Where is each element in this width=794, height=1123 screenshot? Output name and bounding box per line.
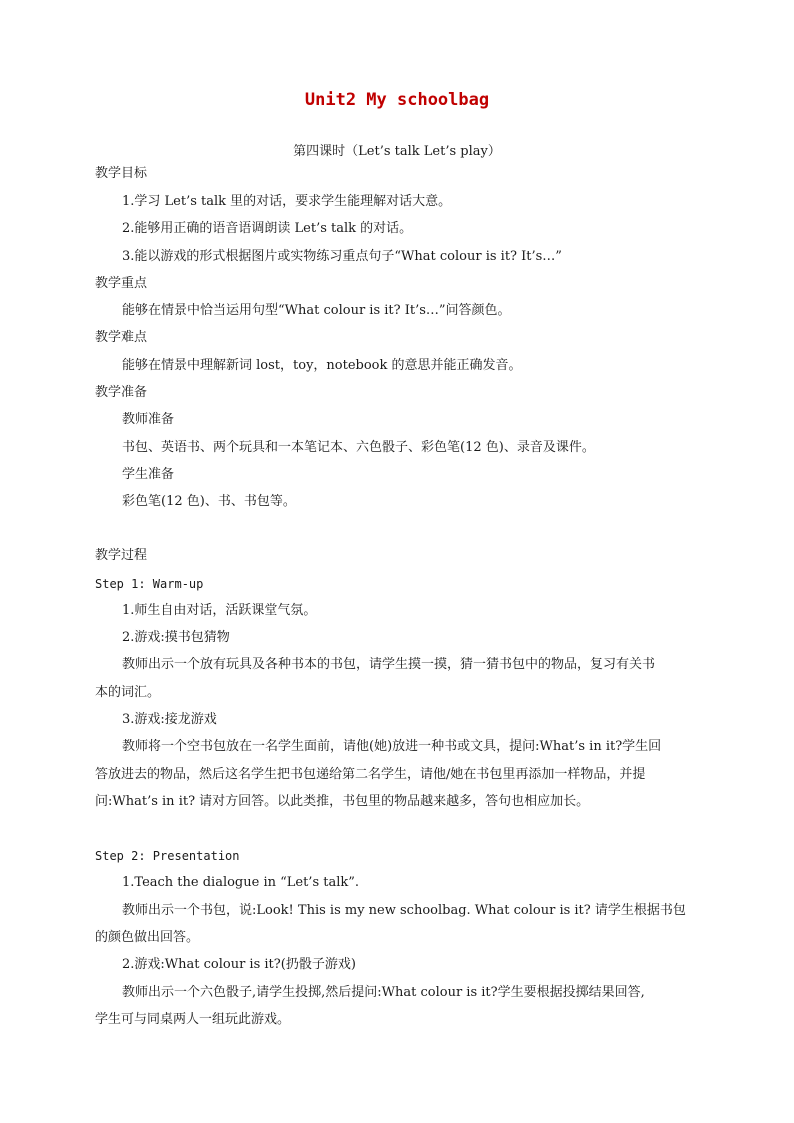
goal-item: 2.能够用正确的语音语调朗读 Let’s talk 的对话。 bbox=[122, 221, 413, 236]
step1-paragraph: 教师出示一个放有玩具及各种书本的书包，请学生摸一摸，猜一猜书包中的物品，复习有关书 bbox=[122, 657, 656, 672]
preparation-heading: 教学准备 bbox=[95, 385, 148, 400]
step1-title: Step 1: Warm-up bbox=[95, 577, 204, 591]
student-prep-label: 学生准备 bbox=[122, 467, 175, 482]
step1-paragraph: 问:What’s in it? 请对方回答。以此类推，书包里的物品越来越多，答句也相应加长。 bbox=[95, 794, 590, 809]
goal-item: 3.能以游戏的形式根据图片或实物练习重点句子“What colour is it? It’s…” bbox=[122, 249, 562, 264]
step2-paragraph: 学生可与同桌两人一组玩此游戏。 bbox=[95, 1012, 291, 1027]
goal-item: 1.学习 Let’s talk 里的对话，要求学生能理解对话大意。 bbox=[122, 194, 452, 209]
teacher-prep-text: 书包、英语书、两个玩具和一本笔记本、六色骰子、彩色笔(12 色)、录音及课件。 bbox=[122, 440, 595, 455]
step2-paragraph: 的颜色做出回答。 bbox=[95, 930, 200, 945]
step1-paragraph: 3.游戏:接龙游戏 bbox=[122, 712, 217, 727]
process-heading: 教学过程 bbox=[95, 548, 148, 563]
lesson-subtitle: 第四课时（Let’s talk Let’s play） bbox=[293, 144, 501, 159]
goals-heading: 教学目标 bbox=[95, 166, 148, 181]
step1-paragraph: 1.师生自由对话，活跃课堂气氛。 bbox=[122, 603, 317, 618]
step2-paragraph: 2.游戏:What colour is it?(扔骰子游戏) bbox=[122, 957, 356, 972]
step2-paragraph: 1.Teach the dialogue in “Let’s talk”. bbox=[122, 875, 360, 890]
step1-paragraph: 2.游戏:摸书包猜物 bbox=[122, 630, 230, 645]
difficulties-text: 能够在情景中理解新词 lost，toy，notebook 的意思并能正确发音。 bbox=[122, 358, 522, 373]
step1-paragraph: 答放进去的物品，然后这名学生把书包递给第二名学生，请他/她在书包里再添加一样物品，并提 bbox=[95, 767, 646, 782]
teacher-prep-label: 教师准备 bbox=[122, 412, 175, 427]
step1-paragraph: 本的词汇。 bbox=[95, 685, 161, 700]
student-prep-text: 彩色笔(12 色)、书、书包等。 bbox=[122, 494, 296, 509]
document-title: Unit2 My schoolbag bbox=[304, 90, 490, 110]
step2-title: Step 2: Presentation bbox=[95, 849, 240, 863]
step2-paragraph: 教师出示一个六色骰子,请学生投掷,然后提问:What colour is it?学生要根据投掷结果回答, bbox=[122, 985, 645, 1000]
step1-paragraph: 教师将一个空书包放在一名学生面前，请他(她)放进一种书或文具，提问:What’s in it?学生回 bbox=[122, 739, 662, 754]
difficulties-heading: 教学难点 bbox=[95, 330, 148, 345]
key-points-text: 能够在情景中恰当运用句型“What colour is it? It’s…”问答颜色。 bbox=[122, 303, 511, 318]
key-points-heading: 教学重点 bbox=[95, 276, 148, 291]
step2-paragraph: 教师出示一个书包，说:Look! This is my new schoolbag. What colour is it? 请学生根据书包 bbox=[122, 903, 686, 918]
